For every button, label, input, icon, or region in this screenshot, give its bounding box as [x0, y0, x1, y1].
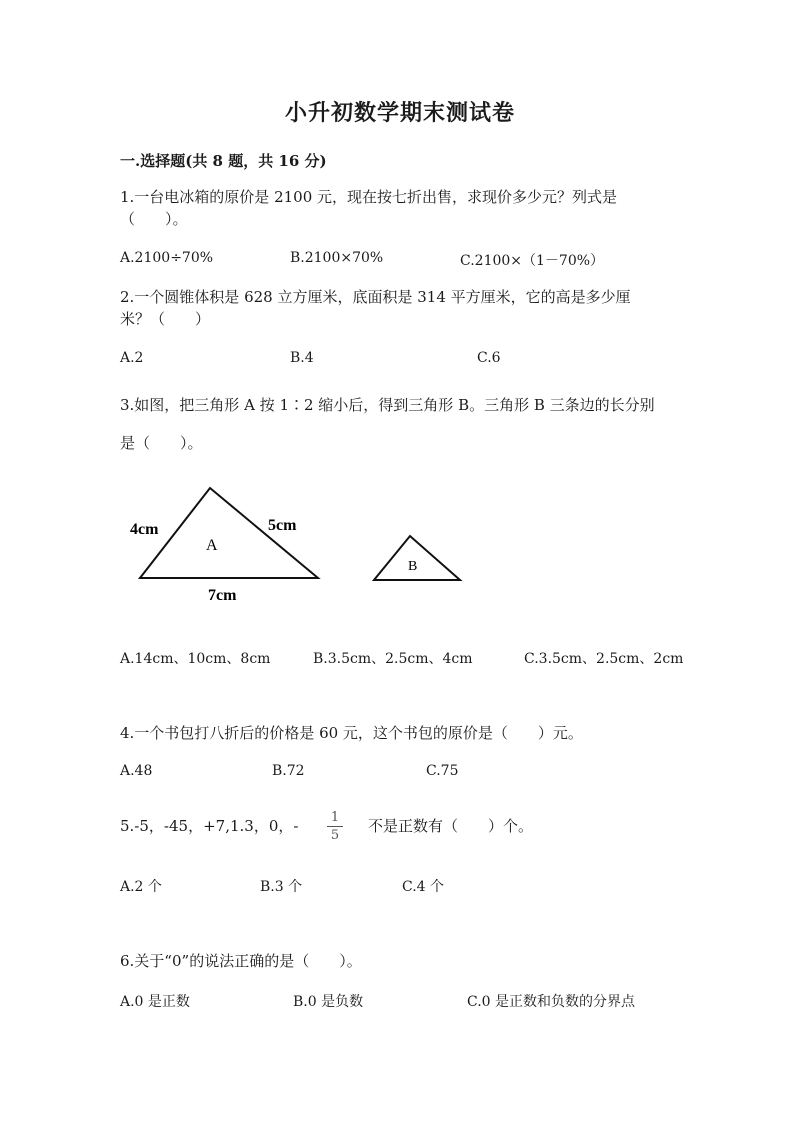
label-7cm: 7cm	[208, 587, 237, 604]
question-3-option-c: C.3.5cm、2.5cm、2cm	[524, 651, 684, 667]
label-a: A	[206, 537, 218, 554]
page-title: 小升初数学期末测试卷	[284, 100, 515, 126]
question-5-option-b: B.3 个	[260, 879, 303, 895]
question-3-line1: 3.如图，把三角形 A 按 1∶2 缩小后，得到三角形 B。三角形 B 三条边的长分别	[120, 396, 655, 414]
question-4-option-c: C.75	[426, 763, 459, 779]
label-5cm: 5cm	[268, 517, 297, 534]
question-4-option-a: A.48	[120, 763, 153, 779]
label-b: B	[408, 559, 418, 574]
question-6-option-c: C.0 是正数和负数的分界点	[467, 994, 636, 1010]
question-6-option-a: A.0 是正数	[120, 994, 190, 1010]
question-4-option-b: B.72	[272, 763, 305, 779]
question-1	[120, 186, 680, 230]
question-3-line2: 是（ ）。	[120, 434, 203, 452]
question-4	[120, 722, 680, 744]
question-3-option-a: A.14cm、10cm、8cm	[120, 651, 271, 667]
question-2-line1: 2.一个圆锥体积是 628 立方厘米，底面积是 314 平方厘米，它的高是多少厘	[120, 288, 631, 306]
question-2-option-b: B.4	[290, 350, 314, 366]
label-4cm: 4cm	[130, 521, 159, 538]
section-heading: 一.选择题(共 8 题，共 16 分)	[120, 152, 327, 170]
question-6-line1: 6.关于“0”的说法正确的是（ ）。	[120, 952, 362, 970]
question-6-option-b: B.0 是负数	[293, 994, 364, 1010]
question-2	[120, 286, 680, 330]
question-6	[120, 950, 680, 972]
triangle-figure	[120, 470, 480, 620]
question-3	[120, 386, 680, 462]
question-1-line2: （ ）。	[120, 210, 188, 228]
fraction-one-fifth	[327, 810, 343, 843]
question-5-option-a: A.2 个	[120, 879, 162, 895]
question-1-line1: 1.一台电冰箱的原价是 2100 元，现在按七折出售，求现价多少元？列式是	[120, 188, 618, 206]
question-5-text-pre: 5.-5，-45，+7,1.3，0，-	[120, 817, 299, 835]
question-5-text-post: 不是正数有（ ）个。	[368, 817, 534, 835]
question-2-option-a: A.2	[120, 350, 144, 366]
question-3-option-b: B.3.5cm、2.5cm、4cm	[313, 651, 473, 667]
fraction-bar	[327, 826, 343, 827]
question-5-tail	[368, 815, 668, 837]
question-2-option-c: C.6	[477, 350, 501, 366]
question-1-option-c: C.2100×（1－70%）	[460, 253, 605, 269]
fraction-numerator: 1	[330, 810, 340, 825]
fraction-denominator: 5	[330, 828, 340, 843]
question-5-option-c: C.4 个	[402, 879, 445, 895]
question-1-option-b: B.2100×70%	[290, 250, 384, 266]
question-1-option-a: A.2100÷70%	[120, 250, 214, 266]
question-2-line2: 米？（ ）	[120, 310, 211, 328]
question-4-line1: 4.一个书包打八折后的价格是 60 元，这个书包的原价是（ ）元。	[120, 724, 583, 742]
